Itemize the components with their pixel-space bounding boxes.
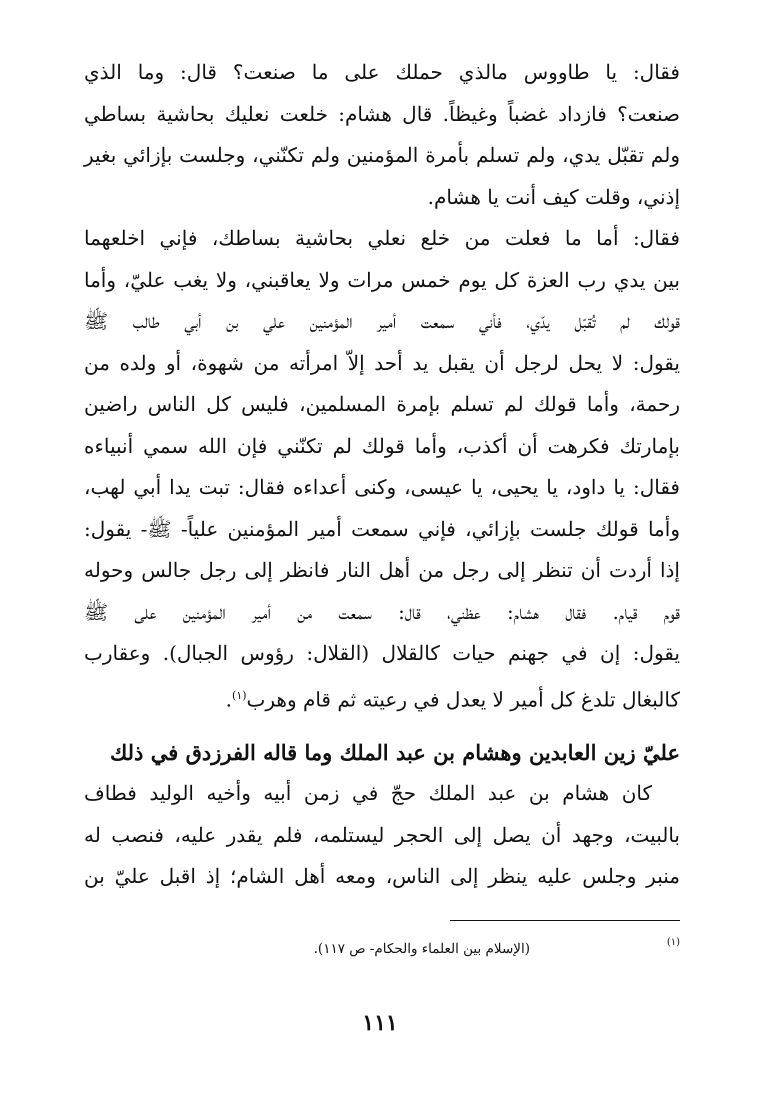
section-text [84,773,680,898]
text-line: إذا أردت أن تنظر إلى رجل من أهل النار فانظر إلى رجل جالس وحوله [84,558,680,582]
text-line: إذني، وقلت كيف أنت يا هشام. [427,184,680,209]
text-line: يقول: إن في جهنم حيات كالقلال (القلال: رؤوس الجبال). وعقارب [84,641,680,665]
footnote-text: (الإسلام بين العلماء والحكام- ص ١١٧). [313,941,530,957]
text-line: رحمة، وأما قولك لم تسلم بإمرة المسلمين، فليس كل الناس راضين [84,392,680,416]
text-line: فقال: أما ما فعلت من خلع نعلي بحاشية بساطك، فإني اخلعهما [84,226,680,250]
footnote-divider [450,920,680,921]
text-line: فقال: يا داود، يا يحيى، يا عيسى، وكنى أعداءه فقال: تبت يدا أبي لهب، [84,475,680,499]
text-line: قولك لم تُقبّل يدّي، فأني سمعت أمير المؤمنين علي بن أبي طالب ﷺ [84,309,680,333]
text-line: كان هشام بن عبد الملك حجّ في زمن أبيه وأخيه الوليد فطاف [84,781,652,805]
text-line: بإمارتك فكرهت أن أكذب، وأما قولك لم تكنّني فإن الله سمي أنبياءه [84,433,680,458]
section-heading: عليّ زين العابدين وهشام بن عبد الملك وما قاله الفرزدق في ذلك [109,740,680,765]
text-line: منبر وجلس عليه ينظر إلى الناس، ومعه أهل الشام؛ إذ اقبل عليّ بن [84,864,680,888]
text-line: ولم تقبّل يدي، ولم تسلم بأمرة المؤمنين ولم تكنّني، وجلست بإزائي بغير [84,143,680,167]
footnote-reference[interactable]: (١) [232,688,247,702]
text-line: وأما قولك جلست بإزائي، فإني سمعت أمير المؤمنين علياً- ﷺ- يقول: [84,516,680,541]
footnote-marker: (١) [666,937,680,948]
text-line-content: كالبغال تلدغ كل أمير لا يعدل في رعيته ثم قام وهرب [246,687,680,712]
body-text [84,52,680,716]
text-line: فقال: يا طاووس مالذي حملك على ما صنعت؟ قال: وما الذي [84,60,680,84]
text-line [84,675,680,717]
text-line: صنعت؟ فازداد غضباً وغيظاً. قال هشام: خلعت نعليك بحاشية بساطي [84,101,680,126]
end-mark: . [225,687,233,712]
text-line: يقول: لا يحل لرجل أن يقبل يد أحد إلاّ امرأته من شهوة، أو ولده من [84,350,680,375]
page-number: ١١١ [362,1010,398,1036]
text-line: بين يدي رب العزة كل يوم خمس مرات ولا يعاقبني، ولا يغب عليّ، وأما [84,267,680,292]
text-line: قوم قيام. فقال هشام: عظني، قال: سمعت من أمير المؤمنين على ﷺ [84,599,680,624]
text-line: بالبيت، وجهد أن يصل إلى الحجر ليستلمه، فلم يقدر عليه، فنصب له [84,822,680,847]
